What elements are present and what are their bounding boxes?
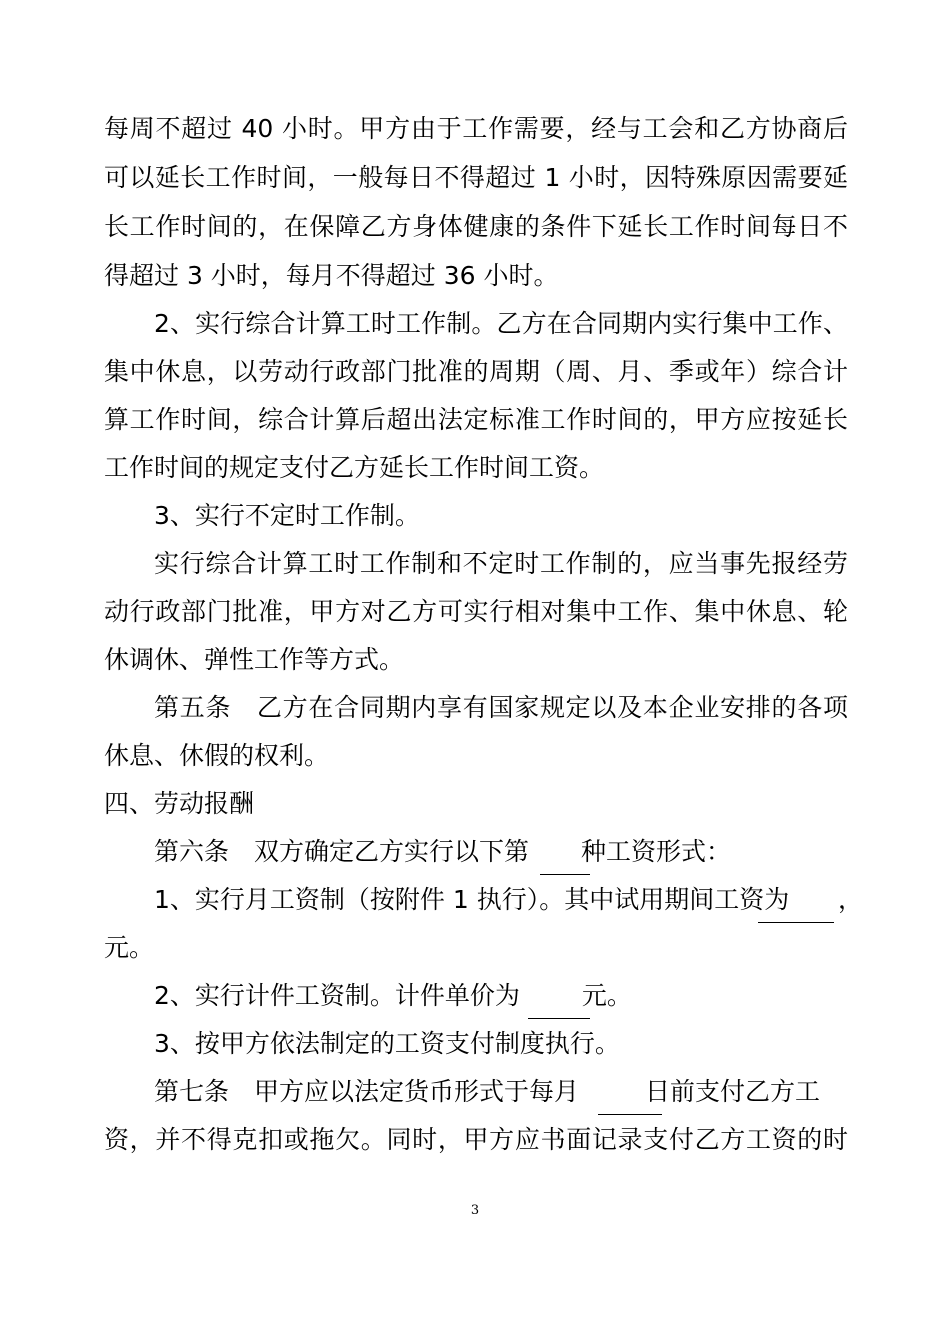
paragraph-line: 算工作时间，综合计算后超出法定标准工作时间的，甲方应按延长 bbox=[104, 405, 848, 434]
paragraph-line: 长工作时间的，在保障乙方身体健康的条件下延长工作时间每日不 bbox=[104, 212, 848, 241]
paragraph-line: 资，并不得克扣或拖欠。同时，甲方应书面记录支付乙方工资的时 bbox=[104, 1125, 848, 1154]
article-six-text: 第六条 双方确定乙方实行以下第 bbox=[154, 837, 530, 866]
monthly-wage-text: 1、实行月工资制（按附件 1 执行）。其中试用期间工资为 bbox=[154, 885, 790, 914]
paragraph-line: 元。 bbox=[104, 933, 155, 962]
paragraph-line: 可以延长工作时间，一般每日不得超过 1 小时，因特殊原因需要延 bbox=[104, 163, 848, 192]
paragraph-line: 动行政部门批准，甲方对乙方可实行相对集中工作、集中休息、轮 bbox=[104, 597, 848, 626]
article-seven-text-end: 日前支付乙方工 bbox=[645, 1077, 821, 1106]
paragraph-line: 工作时间的规定支付乙方延长工作时间工资。 bbox=[104, 453, 605, 482]
section-heading: 四、劳动报酬 bbox=[104, 789, 255, 818]
paragraph-line: 休调休、弹性工作等方式。 bbox=[104, 645, 405, 674]
monthly-wage-line bbox=[154, 884, 848, 916]
paragraph-line: 3、实行不定时工作制。 bbox=[154, 501, 420, 530]
fill-in-blank-line bbox=[598, 1114, 662, 1115]
paragraph-line: 休息、休假的权利。 bbox=[104, 741, 330, 770]
fill-in-blank-line bbox=[540, 874, 590, 875]
paragraph-line: 每周不超过 40 小时。甲方由于工作需要，经与工会和乙方协商后 bbox=[104, 114, 848, 143]
article-seven-line bbox=[154, 1076, 848, 1108]
fill-in-blank-line bbox=[528, 1018, 590, 1019]
article-seven-text: 第七条 甲方应以法定货币形式于每月 bbox=[154, 1077, 580, 1106]
paragraph-line: 集中休息，以劳动行政部门批准的周期（周、月、季或年）综合计 bbox=[104, 357, 848, 386]
piece-wage-unit: 元。 bbox=[581, 981, 632, 1010]
piece-wage-line bbox=[154, 980, 848, 1012]
fill-in-blank-line bbox=[758, 922, 834, 923]
paragraph-line: 实行综合计算工时工作制和不定时工作制的，应当事先报经劳 bbox=[154, 549, 848, 578]
paragraph-line: 2、实行综合计算工时工作制。乙方在合同期内实行集中工作、 bbox=[154, 309, 848, 338]
paragraph-line: 得超过 3 小时，每月不得超过 36 小时。 bbox=[104, 261, 559, 290]
article-heading-line: 第五条 乙方在合同期内享有国家规定以及本企业安排的各项 bbox=[154, 693, 848, 722]
paragraph-line: 3、按甲方依法制定的工资支付制度执行。 bbox=[154, 1029, 620, 1058]
article-six-text-end: 种工资形式： bbox=[581, 837, 732, 866]
page-number: 3 bbox=[470, 1203, 480, 1218]
comma-mark: ， bbox=[838, 885, 864, 914]
piece-wage-text: 2、实行计件工资制。计件单价为 bbox=[154, 981, 520, 1010]
article-six-line bbox=[154, 836, 848, 868]
